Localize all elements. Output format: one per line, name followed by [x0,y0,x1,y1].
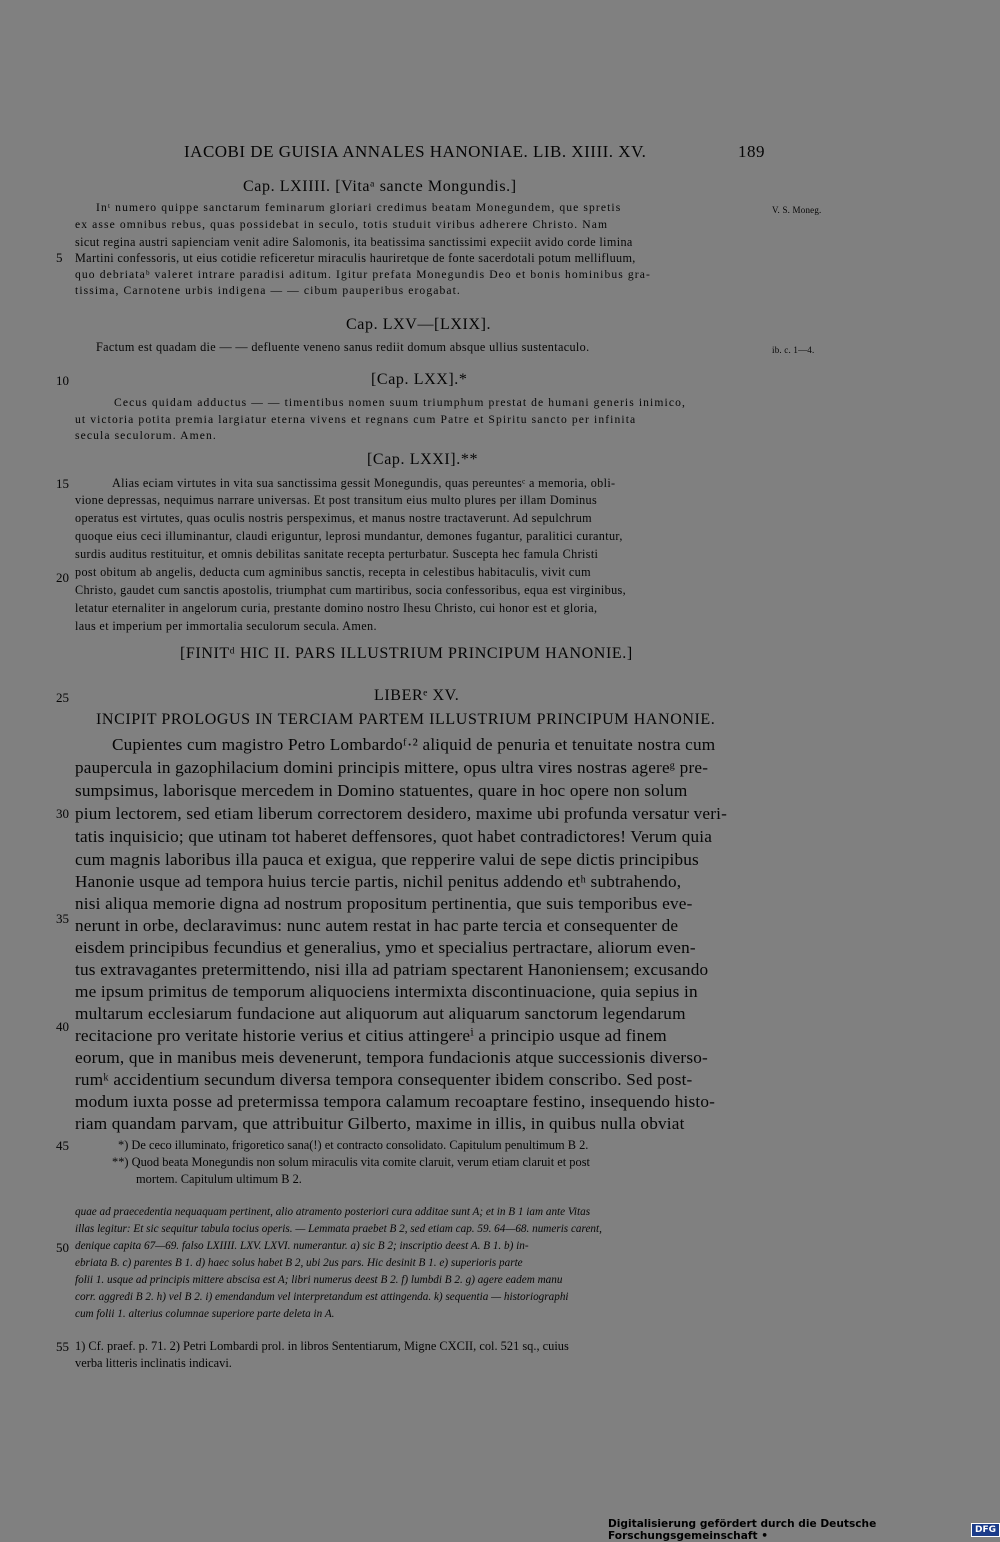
line-number: 55 [56,1339,69,1354]
text-line: operatus est virtutes, quas oculis nostris perspeximus, et manus nostre tractaverunt. Ad sepulchrum [75,511,592,525]
line-number: 35 [56,911,69,926]
footnote-star: **) Quod beata Monegundis non solum miraculis vita comite claruit, verum etiam claruit et post [112,1155,590,1169]
credit-text: Digitalisierung gefördert durch die Deutsche Forschungsgemeinschaft • [608,1518,877,1542]
line-number: 20 [56,570,69,585]
line-number: 25 [56,690,69,705]
margin-note-vita: V. S. Moneg. [772,205,822,215]
text-line: riam quandam parvam, que attribuitur Gilberto, maxime in illis, in quibus nulla obviat [75,1114,685,1133]
footnote-star: mortem. Capitulum ultimum B 2. [136,1172,302,1186]
text-line: Christo, gaudet cum sanctis apostolis, triumphat cum martiribus, socia confessoribus, equa est virginibus, [75,583,627,597]
variant-note: folii 1. usque ad principis mittere abscisa est A; libri numerus deest B 2. f) lumbdi B 2. g) agere eadem manu [75,1274,563,1286]
variant-note: cum folii 1. alterius columnae superiore parte deleta in A. [75,1308,335,1320]
chapter-heading: Cap. LXV—[LXIX]. [346,316,492,333]
text-line: Cupientes cum magistro Petro Lombardoᶠ·² aliquid de penuria et tenuitate nostra cum [112,735,716,754]
text-line: quoque eius ceci illuminantur, claudi eriguntur, leprosi mundantur, demones fugantur, paralitici curantur, [75,529,623,543]
text-line: tatis inquisicio; que utinam tot haberet deffensores, quot habet contradictores! Verum quia [75,827,713,846]
book-title: LIBERᵉ XV. [374,687,460,704]
line-number: 40 [56,1019,69,1034]
margin-note-ib: ib. c. 1—4. [772,345,815,355]
line-number: 10 [56,373,69,388]
text-line: sumpsimus, laborisque mercedem in Domino statuentes, quare in hoc opere non solum [75,781,688,800]
footnote-star: *) De ceco illuminato, frigoretico sana(!) et contracto consolidato. Capitulum penultimum B 2. [118,1138,589,1152]
text-line: post obitum ab angelis, deducta cum agminibus sanctis, recepta in celestibus habitaculis, vivit cum [75,565,591,579]
variant-note: corr. aggredi B 2. h) vel B 2. i) emendandum vel interpretandum est attingenda. k) sequentia — historiographi [75,1291,569,1303]
running-title: IACOBI DE GUISIA ANNALES HANONIAE. LIB. XIIII. XV. [184,142,647,161]
text-line: ex asse omnibus rebus, quas possidebat in seculo, totis studuit viribus adherere Christo. Nam [75,218,609,231]
text-line: tus extravagantes pretermittendo, nisi illa ad patriam spectarent Hanoniensem; excusando [75,960,709,979]
text-line: paupercula in gazophilacium domini principis mittere, opus ultra vires nostras agereᵍ pre- [75,758,709,777]
text-line: eisdem principibus fecundius et generalius, ymo et specialius pertractare, aliorum even- [75,938,696,957]
text-line: secula seculorum. Amen. [75,429,217,442]
text-line: tissima, Carnotene urbis indigena — — cibum pauperibus erogabat. [75,284,461,297]
text-line: quo debriataᵇ valeret intrare paradisi aditum. Igitur prefata Monegundis Deo et bonis hominibus gra- [75,268,651,281]
text-line: modum iuxta posse ad pretermissa tempora calamum recoaptare festino, insequendo histo- [75,1092,716,1111]
text-line: Hanonie usque ad tempora huius tercie partis, nichil penitus addendo etʰ subtrahendo, [75,872,682,891]
text-line: Alias eciam virtutes in vita sua sanctissima gessit Monegundis, quas pereuntesᶜ a memoria, obli- [112,476,616,490]
line-number: 5 [56,250,63,265]
text-line: pium lectorem, sed etiam liberum correctorem desidero, maxime ubi profunda versatur veri- [75,804,728,823]
text-line: letatur eternaliter in angelorum curia, prestante domino nostro Ihesu Christo, cui honor est et gloria, [75,601,598,615]
text-line: Inᵗ numero quippe sanctarum feminarum gloriari credimus beatam Monegundem, que spretis [96,201,622,214]
chapter-heading: Cap. LXIIII. [Vitaᵃ sancte Mongundis.] [243,178,517,195]
text-line: surdis auditus restituitur, et omnis debilitas sanitate recepta perturbatur. Suscepta hec famula Christi [75,547,599,561]
digitization-credit [608,1518,1000,1542]
text-line: me ipsum primitus de temporum aliquociens intermixta discontinuacione, quia sepius in [75,982,698,1001]
text-line: recitacione pro veritate historie verius et citius attingereⁱ a principio usque ad finem [75,1026,667,1045]
variant-note: ebriata B. c) parentes B 1. d) haec solus habet B 2, ubi 2us pars. Hic desinit B 1. e) superioris parte [75,1257,523,1269]
finit-heading: [FINITᵈ HIC II. PARS ILLUSTRIUM PRINCIPUM HANONIE.] [180,645,633,662]
text-line: nisi aliqua memorie digna ad nostrum propositum pertinentia, que suis temporibus eve- [75,894,693,913]
text-line: vione depressas, nequimus narrare universas. Et post transitum eius multo plures per illam Dominus [75,493,598,507]
text-line: Factum est quadam die — — defluente veneno sanus rediit domum absque ullius sustentaculo. [96,340,590,354]
line-number: 15 [56,476,69,491]
chapter-heading: [Cap. LXXI].** [367,451,479,468]
text-line: Martini confessoris, ut eius cotidie reficeretur miraculis hauriretque de fonte sacerdotali potum mellifluum, [75,251,636,265]
footnote-num: verba litteris inclinatis indicavi. [75,1356,232,1370]
text-line: multarum ecclesiarum fundacione aut aliquorum aut aliquarum sanctorum legendarum [75,1004,686,1023]
text-line: rumᵏ accidentium secundum diversa tempora consequenter ibidem conscribo. Sed post- [75,1070,693,1089]
text-line: laus et imperium per immortalia seculorum secula. Amen. [75,619,377,633]
variant-note: denique capita 67—69. falso LXIIII. LXV. LXVI. numerantur. a) sic B 2; inscriptio deest A. B 1. b) in- [75,1240,529,1252]
line-number: 30 [56,806,69,821]
variant-note: quae ad praecedentia nequaquam pertinent, alio atramento posteriori cura additae sunt A; et in B 1 iam ante Vitas [75,1206,591,1218]
chapter-heading: [Cap. LXX].* [371,371,468,388]
text-line: eorum, que in manibus meis devenerunt, tempora fundacionis atque successionis diverso- [75,1048,708,1067]
dfg-logo: DFG [971,1523,1000,1537]
text-line: ut victoria potita premia largiatur eterna vivens et regnans cum Patre et Spiritu sancto per infinita [75,413,637,426]
text-line: nerunt in orbe, declaravimus: nunc autem restat in hac parte tercia et consequenter de [75,916,679,935]
text-line: sicut regina austri sapienciam venit adire Salomonis, ita beatissima sanctissimi expeciit avido corde limina [75,235,633,249]
line-number: 45 [56,1138,69,1153]
line-number: 50 [56,1240,69,1255]
page-number: 189 [738,142,765,161]
footnote-num: 1) Cf. praef. p. 71. 2) Petri Lombardi prol. in libros Sententiarum, Migne CXCII, col. 521 sq., cuius [75,1339,569,1353]
variant-note: illas legitur: Et sic sequitur tabula tocius operis. — Lemmata praebet B 2, sed etiam cap. 59. 64—68. numeris carent, [75,1223,602,1235]
prologue-heading: INCIPIT PROLOGUS IN TERCIAM PARTEM ILLUSTRIUM PRINCIPUM HANONIE. [96,711,716,728]
text-line: Cecus quidam adductus — — timentibus nomen suum triumphum prestat de humani generis inimico, [114,396,686,409]
text-line: cum magnis laboribus illa pauca et exigua, que repperire valui de sepe dictis principibus [75,850,699,869]
